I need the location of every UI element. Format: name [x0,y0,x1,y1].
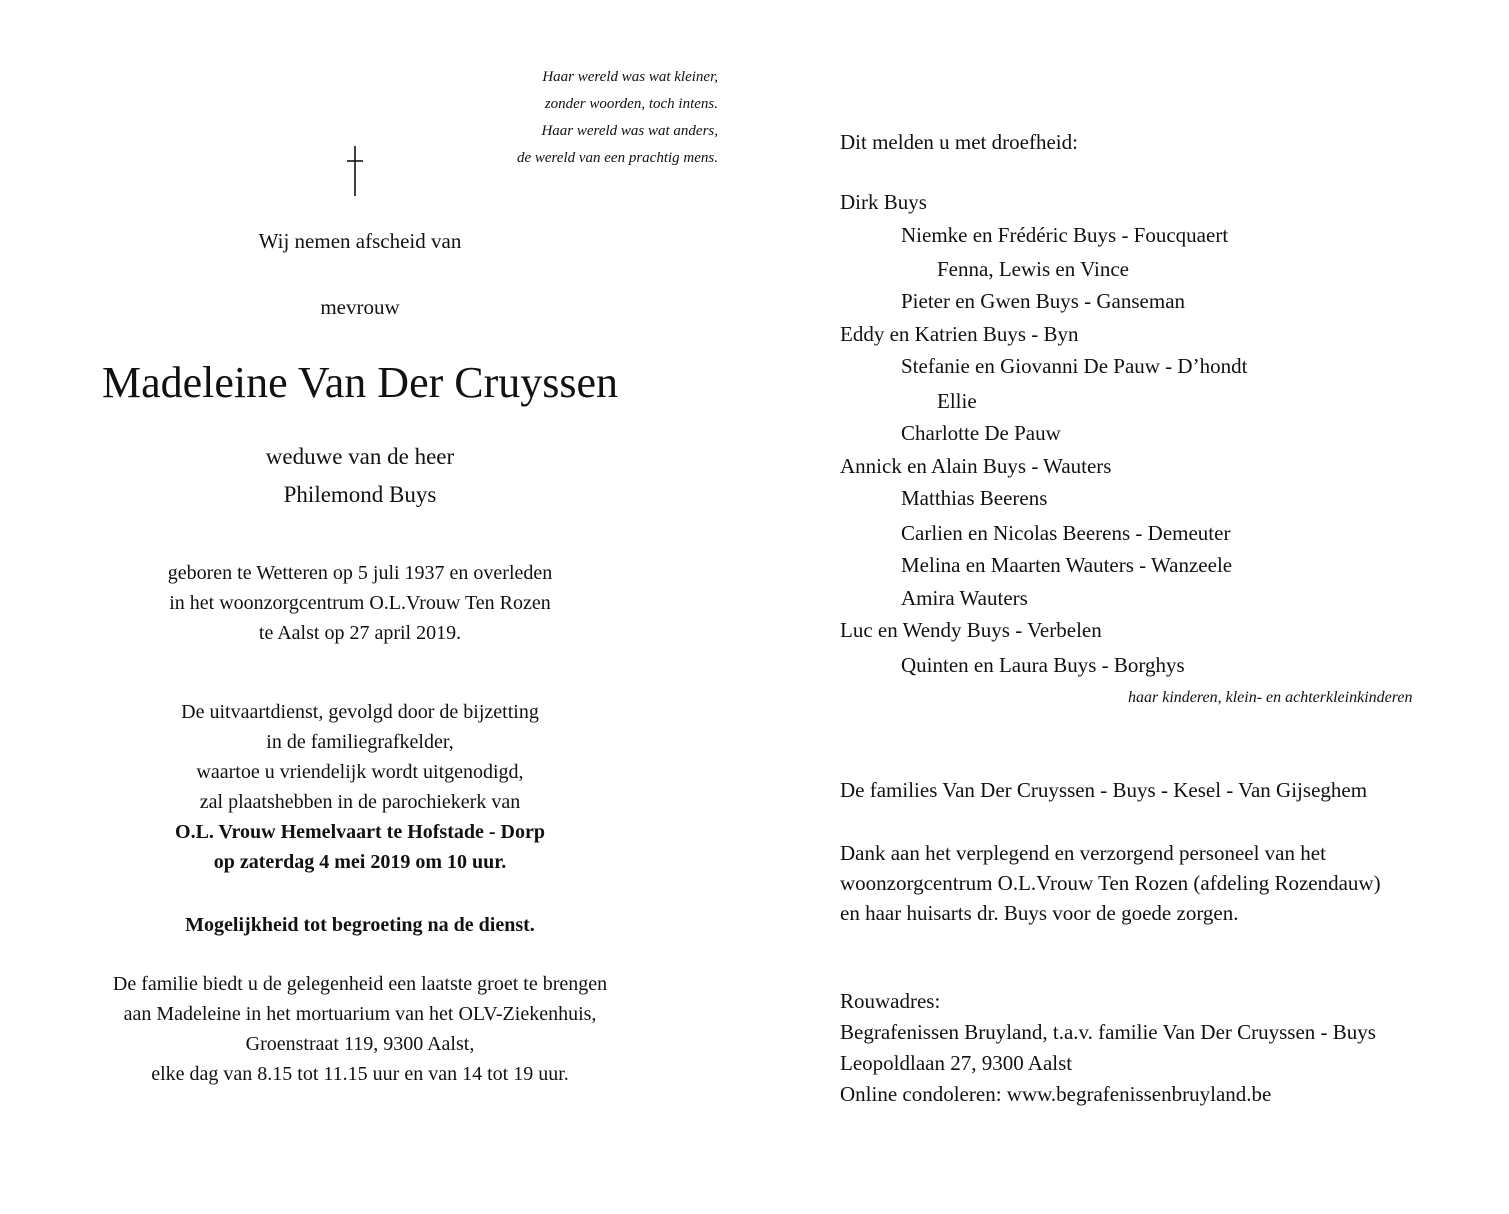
deceased-name: Madeleine Van Der Cruyssen [101,358,619,407]
family-member: Melina en Maarten Wauters - Wanzeele [901,553,1233,577]
widow-line: Philemond Buys [283,482,437,507]
family-member: Annick en Alain Buys - Wauters [840,454,1112,478]
visit-info [40,969,680,1089]
condolence-link[interactable]: Online condoleren: www.begrafenissenbruyland.be [840,1082,1272,1106]
service-line: De uitvaartdienst, gevolgd door de bijzetting [181,701,539,723]
service-location: O.L. Vrouw Hemelvaart te Hofstade - Dorp [175,821,545,843]
poem-line: Haar wereld was wat kleiner, [542,69,718,85]
family-member: Fenna, Lewis en Vince [937,257,1129,281]
family-member: Pieter en Gwen Buys - Ganseman [901,289,1186,313]
widow-of [40,438,680,514]
poem-line: zonder woorden, toch intens. [544,96,718,112]
family-member: Dirk Buys [840,190,927,214]
service-datetime: op zaterdag 4 mei 2019 om 10 uur. [213,851,507,873]
birth-line: te Aalst op 27 april 2019. [258,622,462,644]
salutation: mevrouw [320,295,400,319]
birth-line: in het woonzorgcentrum O.L.Vrouw Ten Rozen [169,592,551,614]
cross-icon [344,146,366,196]
birth-line: geboren te Wetteren op 5 juli 1937 en overleden [167,562,553,584]
visit-line: De familie biedt u de gelegenheid een laatste groet te brengen [112,973,608,995]
address-line: Rouwadres: [840,989,941,1013]
poem-line: Haar wereld was wat anders, [541,123,718,139]
service-line: zal plaatshebben in de parochiekerk van [199,791,521,813]
address-line: Begrafenissen Bruyland, t.a.v. familie Van Der Cruyssen - Buys [840,1020,1376,1044]
service-line: in de familiegrafkelder, [266,731,454,753]
family-member: Niemke en Frédéric Buys - Foucquaert [901,223,1229,247]
visit-line: Groenstraat 119, 9300 Aalst, [245,1033,475,1055]
family-member: Matthias Beerens [901,486,1048,510]
thanks-line: en haar huisarts dr. Buys voor de goede zorgen. [840,901,1239,925]
family-member: Quinten en Laura Buys - Borghys [901,653,1185,677]
visit-line: elke dag van 8.15 tot 11.15 uur en van 14 tot 19 uur. [151,1063,569,1085]
family-member: Charlotte De Pauw [901,421,1061,445]
service-info [40,697,680,877]
family-member: Stefanie en Giovanni De Pauw - D’hondt [901,354,1248,378]
visit-line: aan Madeleine in het mortuarium van het OLV-Ziekenhuis, [123,1003,597,1025]
greeting-note: Mogelijkheid tot begroeting na de dienst. [185,914,535,936]
poem [470,64,718,172]
thanks-line: Dank aan het verplegend en verzorgend personeel van het [840,841,1326,865]
family-member: Eddy en Katrien Buys - Byn [840,322,1079,346]
family-member: Amira Wauters [901,586,1028,610]
service-line: waartoe u vriendelijk wordt uitgenodigd, [196,761,524,783]
family-caption: haar kinderen, klein- en achterkleinkinderen [1128,689,1413,706]
family-member: Luc en Wendy Buys - Verbelen [840,618,1102,642]
birth-death-info [40,558,680,648]
thanks-text [840,838,1480,928]
family-member: Carlien en Nicolas Beerens - Demeuter [901,521,1231,545]
intro-text: Wij nemen afscheid van [258,229,462,253]
thanks-line: woonzorgcentrum O.L.Vrouw Ten Rozen (afdeling Rozendauw) [840,871,1381,895]
announce-text: Dit melden u met droefheid: [840,130,1078,154]
mourning-address [840,986,1480,1110]
poem-line: de wereld van een prachtig mens. [516,150,718,166]
family-member: Ellie [937,389,977,413]
widow-line: weduwe van de heer [265,444,455,469]
families-line: De families Van Der Cruyssen - Buys - Kesel - Van Gijseghem [840,778,1368,802]
address-line: Leopoldlaan 27, 9300 Aalst [840,1051,1073,1075]
